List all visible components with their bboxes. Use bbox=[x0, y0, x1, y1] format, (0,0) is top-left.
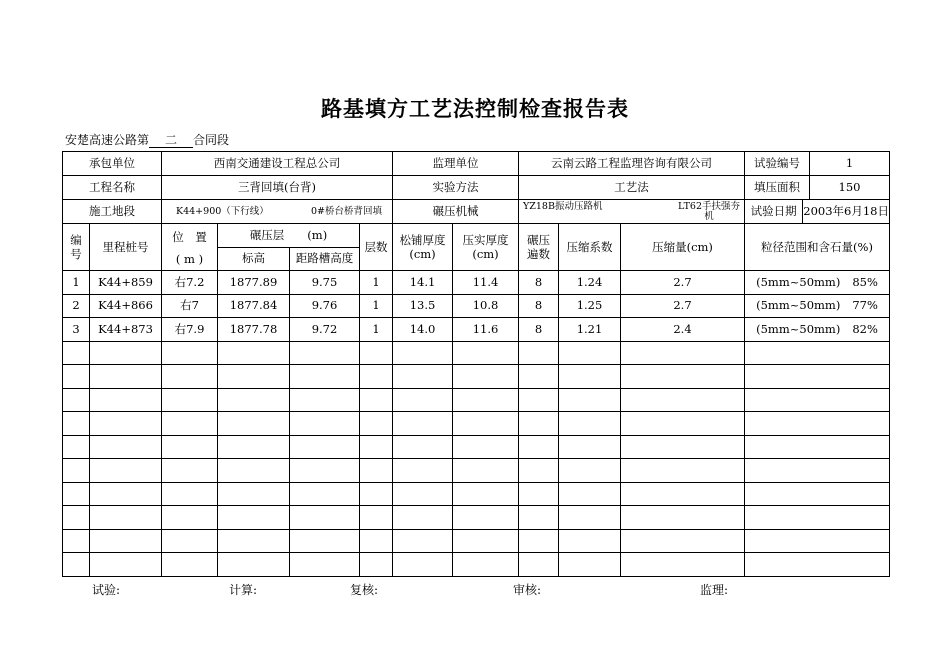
report-table bbox=[62, 151, 890, 577]
cell-compact[interactable]: 10.8 bbox=[453, 294, 519, 318]
cell-grain[interactable] bbox=[745, 318, 890, 342]
cell-compact[interactable]: 11.4 bbox=[453, 271, 519, 295]
empty-cell[interactable] bbox=[162, 388, 218, 412]
cell-amount[interactable]: 2.7 bbox=[621, 294, 745, 318]
empty-cell[interactable] bbox=[453, 365, 519, 389]
project-value[interactable]: 三背回填(台背) bbox=[162, 176, 393, 200]
cell-passes[interactable]: 8 bbox=[519, 294, 559, 318]
empty-cell[interactable] bbox=[162, 365, 218, 389]
empty-cell[interactable] bbox=[360, 553, 393, 577]
empty-cell[interactable] bbox=[63, 435, 90, 459]
cell-elev[interactable]: 1877.84 bbox=[218, 294, 290, 318]
header-amount: 压缩量(cm) bbox=[621, 224, 745, 271]
empty-cell[interactable] bbox=[519, 459, 559, 483]
footer-supervise: 监理: bbox=[700, 583, 729, 597]
method-label: 实验方法 bbox=[393, 176, 519, 200]
header-layer: 碾压层 (m) bbox=[218, 224, 360, 248]
empty-cell[interactable] bbox=[162, 341, 218, 365]
empty-cell[interactable] bbox=[360, 506, 393, 530]
cell-pos[interactable]: 右7.2 bbox=[162, 271, 218, 295]
area-cell bbox=[745, 176, 890, 200]
test-number-value[interactable]: 1 bbox=[845, 156, 854, 170]
empty-cell[interactable] bbox=[745, 412, 890, 436]
footer-audit: 审核: bbox=[513, 583, 542, 597]
cell-loose[interactable]: 13.5 bbox=[393, 294, 453, 318]
empty-cell[interactable] bbox=[63, 341, 90, 365]
empty-cell[interactable] bbox=[745, 388, 890, 412]
grain-percent: 82% bbox=[852, 321, 878, 336]
empty-cell[interactable] bbox=[290, 435, 360, 459]
supervisor-label: 监理单位 bbox=[393, 152, 519, 176]
test-number-label: 试验编号 bbox=[745, 152, 810, 175]
empty-cell[interactable] bbox=[621, 365, 745, 389]
empty-cell[interactable] bbox=[393, 388, 453, 412]
contractor-label: 承包单位 bbox=[63, 152, 162, 176]
grain-range: (5mm~50mm) bbox=[756, 274, 841, 289]
empty-cell[interactable] bbox=[559, 506, 621, 530]
empty-cell[interactable] bbox=[453, 388, 519, 412]
header-distance: 距路槽高度 bbox=[290, 247, 360, 271]
empty-cell[interactable] bbox=[90, 482, 162, 506]
cell-amount[interactable]: 2.7 bbox=[621, 271, 745, 295]
header-row-1 bbox=[63, 224, 890, 248]
table-row bbox=[63, 271, 890, 295]
empty-cell[interactable] bbox=[621, 553, 745, 577]
empty-cell[interactable] bbox=[559, 482, 621, 506]
empty-cell[interactable] bbox=[290, 529, 360, 553]
empty-cell[interactable] bbox=[218, 388, 290, 412]
site-value-b: 0#桥台桥背回填 bbox=[310, 205, 382, 217]
cell-no[interactable]: 2 bbox=[63, 294, 90, 318]
empty-cell[interactable] bbox=[393, 553, 453, 577]
info-row-project bbox=[63, 176, 890, 200]
empty-row bbox=[63, 412, 890, 436]
empty-cell[interactable] bbox=[519, 388, 559, 412]
empty-cell[interactable] bbox=[162, 529, 218, 553]
machine-value-a: YZ18B振动压路机 bbox=[523, 200, 603, 212]
empty-cell[interactable] bbox=[453, 482, 519, 506]
empty-cell[interactable] bbox=[745, 482, 890, 506]
cell-compact[interactable]: 11.6 bbox=[453, 318, 519, 342]
empty-cell[interactable] bbox=[559, 529, 621, 553]
empty-cell[interactable] bbox=[360, 341, 393, 365]
supervisor-value[interactable]: 云南云路工程监理咨询有限公司 bbox=[519, 152, 745, 176]
empty-cell[interactable] bbox=[218, 553, 290, 577]
footer-review: 复核: bbox=[350, 583, 379, 597]
empty-cell[interactable] bbox=[63, 365, 90, 389]
empty-cell[interactable] bbox=[621, 459, 745, 483]
grain-range: (5mm~50mm) bbox=[756, 321, 841, 336]
footer-calc: 计算: bbox=[229, 583, 258, 597]
empty-cell[interactable] bbox=[519, 529, 559, 553]
empty-cell[interactable] bbox=[621, 341, 745, 365]
empty-cell[interactable] bbox=[360, 459, 393, 483]
date-value[interactable]: 2003年6月18日 bbox=[803, 204, 889, 218]
empty-row bbox=[63, 388, 890, 412]
empty-row bbox=[63, 365, 890, 389]
empty-cell[interactable] bbox=[360, 412, 393, 436]
empty-cell[interactable] bbox=[162, 459, 218, 483]
contract-section-number[interactable]: 二 bbox=[149, 134, 193, 148]
empty-cell[interactable] bbox=[162, 482, 218, 506]
empty-cell[interactable] bbox=[621, 388, 745, 412]
empty-cell[interactable] bbox=[559, 341, 621, 365]
subtitle-prefix: 安楚高速公路第 bbox=[65, 133, 150, 147]
subtitle-suffix: 合同段 bbox=[193, 133, 230, 147]
cell-amount[interactable]: 2.4 bbox=[621, 318, 745, 342]
info-row-site bbox=[63, 200, 890, 224]
empty-cell[interactable] bbox=[290, 412, 360, 436]
empty-cell[interactable] bbox=[453, 506, 519, 530]
empty-cell[interactable] bbox=[559, 412, 621, 436]
empty-cell[interactable] bbox=[63, 412, 90, 436]
cell-no[interactable]: 3 bbox=[63, 318, 90, 342]
empty-cell[interactable] bbox=[621, 529, 745, 553]
area-label: 填压面积 bbox=[745, 176, 810, 199]
empty-cell[interactable] bbox=[519, 435, 559, 459]
empty-row bbox=[63, 435, 890, 459]
empty-cell[interactable] bbox=[360, 529, 393, 553]
cell-dist[interactable]: 9.75 bbox=[290, 271, 360, 295]
empty-cell[interactable] bbox=[290, 341, 360, 365]
cell-dist[interactable]: 9.76 bbox=[290, 294, 360, 318]
date-cell bbox=[745, 200, 890, 224]
empty-cell[interactable] bbox=[218, 459, 290, 483]
empty-cell[interactable] bbox=[90, 553, 162, 577]
empty-cell[interactable] bbox=[519, 553, 559, 577]
cell-pos[interactable]: 右7 bbox=[162, 294, 218, 318]
empty-cell[interactable] bbox=[745, 529, 890, 553]
table-row bbox=[63, 294, 890, 318]
empty-cell[interactable] bbox=[162, 506, 218, 530]
empty-cell[interactable] bbox=[162, 553, 218, 577]
empty-cell[interactable] bbox=[218, 482, 290, 506]
empty-cell[interactable] bbox=[621, 435, 745, 459]
cell-station[interactable]: K44+873 bbox=[90, 318, 162, 342]
empty-cell[interactable] bbox=[63, 459, 90, 483]
cell-count[interactable]: 1 bbox=[360, 271, 393, 295]
grain-percent: 85% bbox=[852, 274, 878, 289]
cell-station[interactable]: K44+859 bbox=[90, 271, 162, 295]
header-compact-thickness: 压实厚度 (cm) bbox=[453, 224, 519, 271]
empty-cell[interactable] bbox=[218, 341, 290, 365]
empty-cell[interactable] bbox=[290, 553, 360, 577]
empty-cell[interactable] bbox=[393, 412, 453, 436]
header-elevation: 标高 bbox=[218, 247, 290, 271]
empty-cell[interactable] bbox=[63, 388, 90, 412]
empty-cell[interactable] bbox=[453, 529, 519, 553]
empty-row bbox=[63, 341, 890, 365]
cell-loose[interactable]: 14.1 bbox=[393, 271, 453, 295]
empty-cell[interactable] bbox=[90, 388, 162, 412]
empty-cell[interactable] bbox=[393, 459, 453, 483]
empty-cell[interactable] bbox=[559, 388, 621, 412]
empty-cell[interactable] bbox=[745, 506, 890, 530]
empty-cell[interactable] bbox=[745, 459, 890, 483]
empty-cell[interactable] bbox=[290, 459, 360, 483]
site-value-a: K44+900（下行线） bbox=[176, 205, 269, 217]
empty-cell[interactable] bbox=[745, 435, 890, 459]
site-value[interactable] bbox=[162, 200, 393, 224]
cell-passes[interactable]: 8 bbox=[519, 318, 559, 342]
date-label: 试验日期 bbox=[745, 200, 803, 223]
cell-grain[interactable] bbox=[745, 294, 890, 318]
method-value[interactable]: 工艺法 bbox=[519, 176, 745, 200]
empty-cell[interactable] bbox=[559, 553, 621, 577]
empty-cell[interactable] bbox=[393, 435, 453, 459]
empty-cell[interactable] bbox=[453, 341, 519, 365]
cell-dist[interactable]: 9.72 bbox=[290, 318, 360, 342]
empty-cell[interactable] bbox=[393, 506, 453, 530]
empty-cell[interactable] bbox=[453, 459, 519, 483]
header-grain: 粒径范围和含石量(%) bbox=[745, 224, 890, 271]
empty-cell[interactable] bbox=[393, 341, 453, 365]
empty-cell[interactable] bbox=[453, 412, 519, 436]
empty-row bbox=[63, 529, 890, 553]
empty-cell[interactable] bbox=[559, 459, 621, 483]
empty-cell[interactable] bbox=[290, 388, 360, 412]
empty-cell[interactable] bbox=[393, 365, 453, 389]
empty-cell[interactable] bbox=[290, 482, 360, 506]
contractor-value[interactable]: 西南交通建设工程总公司 bbox=[162, 152, 393, 176]
header-passes: 碾压 遍数 bbox=[519, 224, 559, 271]
empty-cell[interactable] bbox=[90, 459, 162, 483]
machine-value-b: LT62手扶强夯 机 bbox=[678, 200, 740, 222]
header-loose-thickness: 松铺厚度 (cm) bbox=[393, 224, 453, 271]
empty-cell[interactable] bbox=[90, 341, 162, 365]
cell-coef[interactable]: 1.25 bbox=[559, 294, 621, 318]
header-no: 编 号 bbox=[63, 224, 90, 271]
header-position: 位 置 ( m ) bbox=[162, 224, 218, 271]
empty-cell[interactable] bbox=[559, 365, 621, 389]
empty-cell[interactable] bbox=[360, 388, 393, 412]
cell-elev[interactable]: 1877.89 bbox=[218, 271, 290, 295]
empty-cell[interactable] bbox=[621, 482, 745, 506]
header-coefficient: 压缩系数 bbox=[559, 224, 621, 271]
contract-section-line bbox=[65, 131, 229, 148]
empty-cell[interactable] bbox=[90, 506, 162, 530]
site-label: 施工地段 bbox=[63, 200, 162, 224]
cell-coef[interactable]: 1.21 bbox=[559, 318, 621, 342]
cell-pos[interactable]: 右7.9 bbox=[162, 318, 218, 342]
empty-cell[interactable] bbox=[90, 412, 162, 436]
empty-cell[interactable] bbox=[218, 412, 290, 436]
empty-cell[interactable] bbox=[519, 365, 559, 389]
empty-cell[interactable] bbox=[162, 412, 218, 436]
empty-row bbox=[63, 553, 890, 577]
empty-cell[interactable] bbox=[621, 506, 745, 530]
empty-cell[interactable] bbox=[559, 435, 621, 459]
empty-cell[interactable] bbox=[63, 506, 90, 530]
cell-station[interactable]: K44+866 bbox=[90, 294, 162, 318]
empty-cell[interactable] bbox=[745, 553, 890, 577]
info-row-contractor bbox=[63, 152, 890, 176]
empty-cell[interactable] bbox=[90, 435, 162, 459]
empty-cell[interactable] bbox=[360, 482, 393, 506]
empty-cell[interactable] bbox=[218, 435, 290, 459]
empty-cell[interactable] bbox=[745, 341, 890, 365]
empty-cell[interactable] bbox=[63, 482, 90, 506]
grain-percent: 77% bbox=[852, 298, 878, 313]
empty-cell[interactable] bbox=[290, 506, 360, 530]
cell-coef[interactable]: 1.24 bbox=[559, 271, 621, 295]
empty-cell[interactable] bbox=[519, 482, 559, 506]
empty-cell[interactable] bbox=[745, 365, 890, 389]
test-number-cell bbox=[745, 152, 890, 176]
empty-cell[interactable] bbox=[360, 435, 393, 459]
footer-test: 试验: bbox=[92, 583, 121, 597]
cell-elev[interactable]: 1877.78 bbox=[218, 318, 290, 342]
page-title: 路基填方工艺法控制检查报告表 bbox=[321, 96, 629, 121]
grain-range: (5mm~50mm) bbox=[756, 298, 841, 313]
empty-cell[interactable] bbox=[218, 365, 290, 389]
table-row bbox=[63, 318, 890, 342]
cell-no[interactable]: 1 bbox=[63, 271, 90, 295]
empty-cell[interactable] bbox=[290, 365, 360, 389]
empty-row bbox=[63, 459, 890, 483]
empty-cell[interactable] bbox=[519, 412, 559, 436]
cell-passes[interactable]: 8 bbox=[519, 271, 559, 295]
empty-cell[interactable] bbox=[393, 529, 453, 553]
empty-cell[interactable] bbox=[162, 435, 218, 459]
machine-label: 碾压机械 bbox=[393, 200, 519, 224]
empty-cell[interactable] bbox=[621, 412, 745, 436]
empty-cell[interactable] bbox=[63, 529, 90, 553]
empty-cell[interactable] bbox=[453, 553, 519, 577]
empty-cell[interactable] bbox=[218, 506, 290, 530]
empty-cell[interactable] bbox=[90, 529, 162, 553]
empty-cell[interactable] bbox=[393, 482, 453, 506]
cell-count[interactable]: 1 bbox=[360, 318, 393, 342]
empty-cell[interactable] bbox=[90, 365, 162, 389]
cell-count[interactable]: 1 bbox=[360, 294, 393, 318]
header-count: 层数 bbox=[360, 224, 393, 271]
empty-cell[interactable] bbox=[519, 341, 559, 365]
empty-cell[interactable] bbox=[63, 553, 90, 577]
empty-row bbox=[63, 506, 890, 530]
header-station: 里程桩号 bbox=[90, 224, 162, 271]
empty-cell[interactable] bbox=[360, 365, 393, 389]
empty-row bbox=[63, 482, 890, 506]
cell-grain[interactable] bbox=[745, 271, 890, 295]
project-label: 工程名称 bbox=[63, 176, 162, 200]
empty-cell[interactable] bbox=[453, 435, 519, 459]
cell-loose[interactable]: 14.0 bbox=[393, 318, 453, 342]
machine-value[interactable] bbox=[519, 200, 745, 224]
empty-cell[interactable] bbox=[218, 529, 290, 553]
empty-cell[interactable] bbox=[519, 506, 559, 530]
area-value[interactable]: 150 bbox=[838, 180, 861, 194]
